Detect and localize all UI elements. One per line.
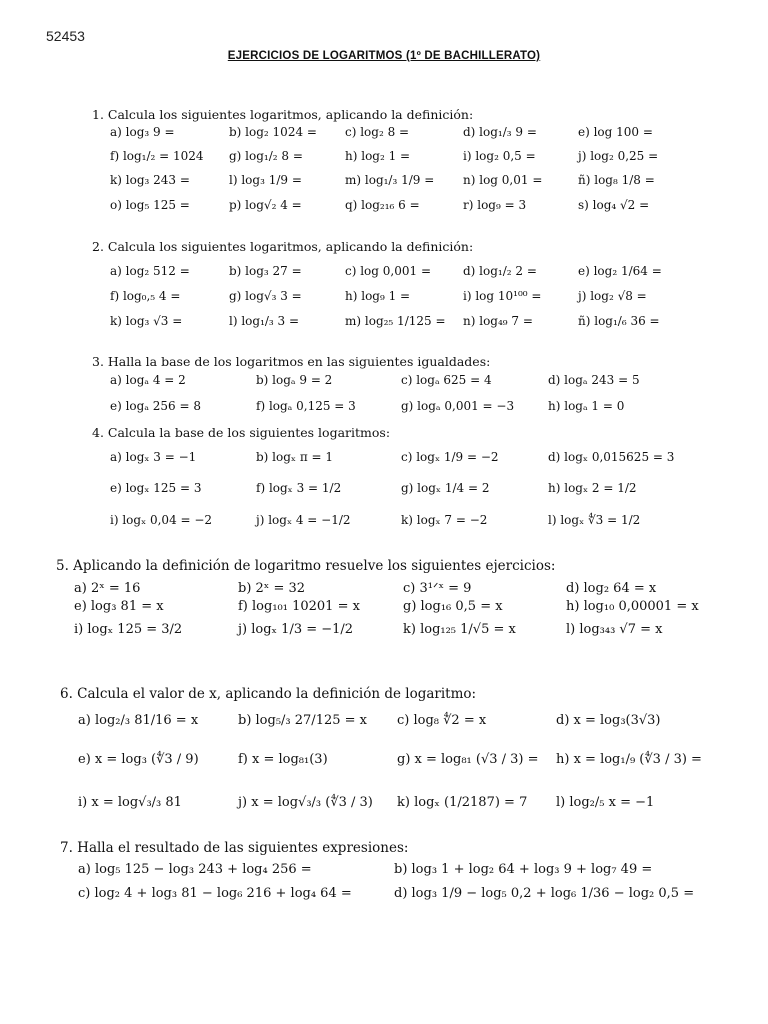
exercise-item: e) logₓ 125 = 3 bbox=[110, 481, 202, 495]
exercise-heading: 1. Calcula los siguientes logaritmos, aplicando la definición: bbox=[92, 107, 474, 122]
exercise-item: b) logₓ π = 1 bbox=[256, 450, 334, 464]
exercise-item: j) x = log√₃/₃ (∜3 / 3) bbox=[238, 795, 373, 810]
exercise-item: p) log√₂ 4 = bbox=[229, 198, 302, 212]
exercise-item: f) log₁₀₁ 10201 = x bbox=[238, 599, 360, 614]
exercise-item: c) 3¹ᐟˣ = 9 bbox=[403, 581, 472, 596]
exercise-item: l) log₃ 1/9 = bbox=[229, 173, 302, 187]
exercise-item: a) log₅ 125 − log₃ 243 + log₄ 256 = bbox=[78, 862, 312, 877]
exercise-heading: 6. Calcula el valor de x, aplicando la definición de logaritmo: bbox=[60, 686, 477, 702]
exercise-item: b) log₅/₃ 27/125 = x bbox=[238, 713, 367, 728]
exercise-item: k) log₃ 243 = bbox=[110, 173, 190, 187]
exercise-item: f) log₀,₅ 4 = bbox=[110, 289, 181, 303]
exercise-item: e) log 100 = bbox=[578, 125, 653, 139]
exercise-item: f) logₐ 0,125 = 3 bbox=[256, 399, 356, 413]
exercise-item: i) log₂ 0,5 = bbox=[463, 149, 536, 163]
exercise-item: g) log√₃ 3 = bbox=[229, 289, 302, 303]
exercise-item: h) logₓ 2 = 1/2 bbox=[548, 481, 637, 495]
exercise-item: h) logₐ 1 = 0 bbox=[548, 399, 625, 413]
exercise-item: c) log 0,001 = bbox=[345, 264, 431, 278]
exercise-item: h) log₂ 1 = bbox=[345, 149, 411, 163]
exercise-item: c) log₂ 4 + log₃ 81 − log₆ 216 + log₄ 64 = bbox=[78, 886, 352, 901]
exercise-item: a) log₂ 512 = bbox=[110, 264, 190, 278]
exercise-item: n) log₄₉ 7 = bbox=[463, 314, 533, 328]
exercise-item: a) logₐ 4 = 2 bbox=[110, 373, 186, 387]
exercise-item: b) 2ˣ = 32 bbox=[238, 581, 306, 596]
exercise-item: l) logₓ ∜3 = 1/2 bbox=[548, 513, 641, 527]
exercise-item: i) logₓ 125 = 3/2 bbox=[74, 622, 183, 637]
exercise-item: f) logₓ 3 = 1/2 bbox=[256, 481, 342, 495]
exercise-item: c) logₓ 1/9 = −2 bbox=[401, 450, 499, 464]
exercise-item: e) log₃ 81 = x bbox=[74, 599, 164, 614]
exercise-item: l) log₁/₃ 3 = bbox=[229, 314, 300, 328]
exercise-heading: 3. Halla la base de los logaritmos en las siguientes igualdades: bbox=[92, 354, 491, 369]
exercise-item: c) logₐ 625 = 4 bbox=[401, 373, 492, 387]
exercise-item: d) logₓ 0,015625 = 3 bbox=[548, 450, 675, 464]
exercise-item: n) log 0,01 = bbox=[463, 173, 543, 187]
exercise-item: g) logₐ 0,001 = −3 bbox=[401, 399, 515, 413]
exercise-item: s) log₄ √2 = bbox=[578, 198, 650, 212]
exercise-item: l) log₃₄₃ √7 = x bbox=[566, 622, 663, 637]
exercise-item: d) x = log₃(3√3) bbox=[556, 713, 661, 728]
exercise-item: b) log₃ 1 + log₂ 64 + log₃ 9 + log₇ 49 = bbox=[394, 862, 653, 877]
exercise-item: d) log₁/₃ 9 = bbox=[463, 125, 537, 139]
exercise-item: g) logₓ 1/4 = 2 bbox=[401, 481, 490, 495]
exercise-item: c) log₈ ∜2 = x bbox=[397, 713, 487, 728]
exercise-item: g) log₁/₂ 8 = bbox=[229, 149, 303, 163]
exercise-item: g) x = log₈₁ (√3 / 3) = bbox=[397, 752, 539, 767]
exercise-item: k) log₁₂₅ 1/√5 = x bbox=[403, 622, 516, 637]
exercise-item: b) log₂ 1024 = bbox=[229, 125, 317, 139]
exercise-item: o) log₅ 125 = bbox=[110, 198, 190, 212]
exercise-item: a) logₓ 3 = −1 bbox=[110, 450, 197, 464]
exercise-item: g) log₁₆ 0,5 = x bbox=[403, 599, 503, 614]
exercise-item: h) log₉ 1 = bbox=[345, 289, 411, 303]
exercise-item: c) log₂ 8 = bbox=[345, 125, 410, 139]
exercise-item: m) log₁/₃ 1/9 = bbox=[345, 173, 435, 187]
exercise-item: f) log₁/₂ = 1024 bbox=[110, 149, 204, 163]
exercise-item: q) log₂₁₆ 6 = bbox=[345, 198, 420, 212]
exercise-item: d) log₂ 64 = x bbox=[566, 581, 657, 596]
exercise-item: r) log₉ = 3 bbox=[463, 198, 527, 212]
exercise-item: e) x = log₃ (∜3 / 9) bbox=[78, 752, 199, 767]
exercise-heading: 2. Calcula los siguientes logaritmos, aplicando la definición: bbox=[92, 239, 474, 254]
exercise-item: f) x = log₈₁(3) bbox=[238, 752, 328, 767]
exercise-item: k) logₓ 7 = −2 bbox=[401, 513, 488, 527]
page-title: EJERCICIOS DE LOGARITMOS (1º DE BACHILLERATO) bbox=[227, 50, 541, 62]
exercise-item: i) log 10¹⁰⁰ = bbox=[463, 289, 542, 303]
exercise-item: k) log₃ √3 = bbox=[110, 314, 183, 328]
exercise-item: i) x = log√₃/₃ 81 bbox=[78, 795, 182, 810]
exercise-heading: 7. Halla el resultado de las siguientes expresiones: bbox=[60, 840, 409, 856]
exercise-item: a) 2ˣ = 16 bbox=[74, 581, 141, 596]
document-id: 52453 bbox=[46, 28, 85, 44]
exercise-item: d) log₃ 1/9 − log₅ 0,2 + log₆ 1/36 − log₂ 0,5 = bbox=[394, 886, 695, 901]
exercise-item: m) log₂₅ 1/125 = bbox=[345, 314, 446, 328]
exercise-item: a) log₃ 9 = bbox=[110, 125, 175, 139]
exercise-item: e) log₂ 1/64 = bbox=[578, 264, 662, 278]
exercise-item: b) logₐ 9 = 2 bbox=[256, 373, 333, 387]
exercise-item: j) logₓ 4 = −1/2 bbox=[256, 513, 351, 527]
exercise-item: j) log₂ 0,25 = bbox=[578, 149, 659, 163]
exercise-item: d) log₁/₂ 2 = bbox=[463, 264, 537, 278]
exercise-item: j) log₂ √8 = bbox=[578, 289, 647, 303]
exercise-item: i) logₓ 0,04 = −2 bbox=[110, 513, 213, 527]
exercise-heading: 4. Calcula la base de los siguientes logaritmos: bbox=[92, 425, 391, 440]
exercise-item: l) log₂/₅ x = −1 bbox=[556, 795, 655, 810]
exercise-item: ñ) log₈ 1/8 = bbox=[578, 173, 655, 187]
exercise-heading: 5. Aplicando la definición de logaritmo resuelve los siguientes ejercicios: bbox=[56, 558, 556, 574]
exercise-item: b) log₃ 27 = bbox=[229, 264, 302, 278]
exercise-item: h) log₁₀ 0,00001 = x bbox=[566, 599, 699, 614]
exercise-item: ñ) log₁/₆ 36 = bbox=[578, 314, 660, 328]
exercise-item: e) logₐ 256 = 8 bbox=[110, 399, 202, 413]
exercise-item: j) logₓ 1/3 = −1/2 bbox=[238, 622, 354, 637]
exercise-item: d) logₐ 243 = 5 bbox=[548, 373, 640, 387]
exercise-item: a) log₂/₃ 81/16 = x bbox=[78, 713, 199, 728]
exercise-item: h) x = log₁/₉ (∜3 / 3) = bbox=[556, 752, 702, 767]
exercise-item: k) logₓ (1/2187) = 7 bbox=[397, 795, 528, 810]
